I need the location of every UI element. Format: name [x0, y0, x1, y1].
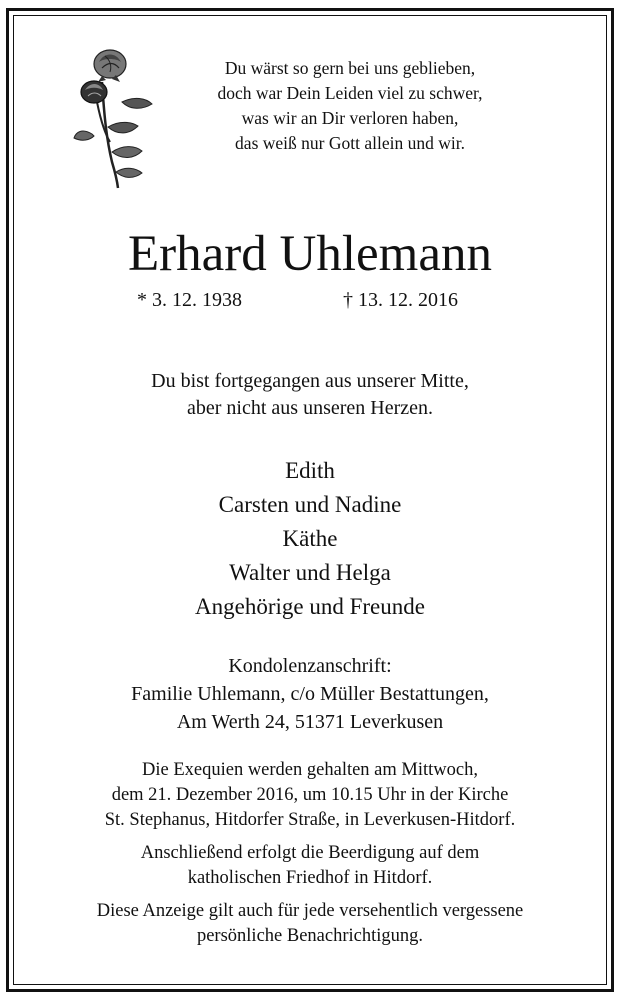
quote-line: aber nicht aus unseren Herzen.	[187, 397, 433, 419]
death-date: † 13. 12. 2016	[343, 289, 458, 311]
service-line: Die Exequien werden gehalten am Mittwoch,	[142, 760, 478, 780]
service-line: St. Stephanus, Hitdorfer Straße, in Leverkusen-Hitdorf.	[104, 810, 516, 830]
mourner-name: Carsten und Nadine	[218, 492, 402, 517]
poem-line: das weiß nur Gott allein und wir.	[235, 133, 465, 153]
poem	[185, 56, 515, 156]
deceased-name: Erhard Uhlemann	[128, 226, 492, 282]
mourner-name: Walter und Helga	[229, 560, 391, 585]
condolence-address	[20, 652, 600, 736]
burial-line: Anschließend erfolgt die Beerdigung auf dem	[140, 843, 480, 863]
mourners-list	[20, 454, 600, 624]
mourner-name: Edith	[285, 458, 335, 483]
burial-line: katholischen Friedhof in Hitdorf.	[187, 868, 433, 888]
condolence-line: Familie Uhlemann, c/o Müller Bestattungen,	[131, 683, 489, 705]
mourner-name: Angehörige und Freunde	[195, 594, 425, 619]
mourner-name: Käthe	[282, 526, 338, 551]
notice	[20, 899, 600, 949]
notice-line: Diese Anzeige gilt auch für jede versehentlich vergessene	[96, 901, 524, 921]
poem-line: was wir an Dir verloren haben,	[241, 108, 459, 128]
poem-line: Du wärst so gern bei uns geblieben,	[224, 58, 476, 78]
rose-icon	[72, 42, 162, 192]
birth-date: * 3. 12. 1938	[137, 289, 242, 311]
burial-info	[20, 841, 600, 891]
poem-line: doch war Dein Leiden viel zu schwer,	[217, 83, 483, 103]
condolence-line: Am Werth 24, 51371 Leverkusen	[176, 711, 444, 733]
condolence-line: Kondolenzanschrift:	[228, 655, 392, 677]
quote	[20, 368, 600, 422]
service-line: dem 21. Dezember 2016, um 10.15 Uhr in der Kirche	[111, 785, 509, 805]
notice-line: persönliche Benachrichtigung.	[196, 926, 424, 946]
quote-line: Du bist fortgegangen aus unserer Mitte,	[151, 370, 469, 392]
service-info	[20, 758, 600, 833]
